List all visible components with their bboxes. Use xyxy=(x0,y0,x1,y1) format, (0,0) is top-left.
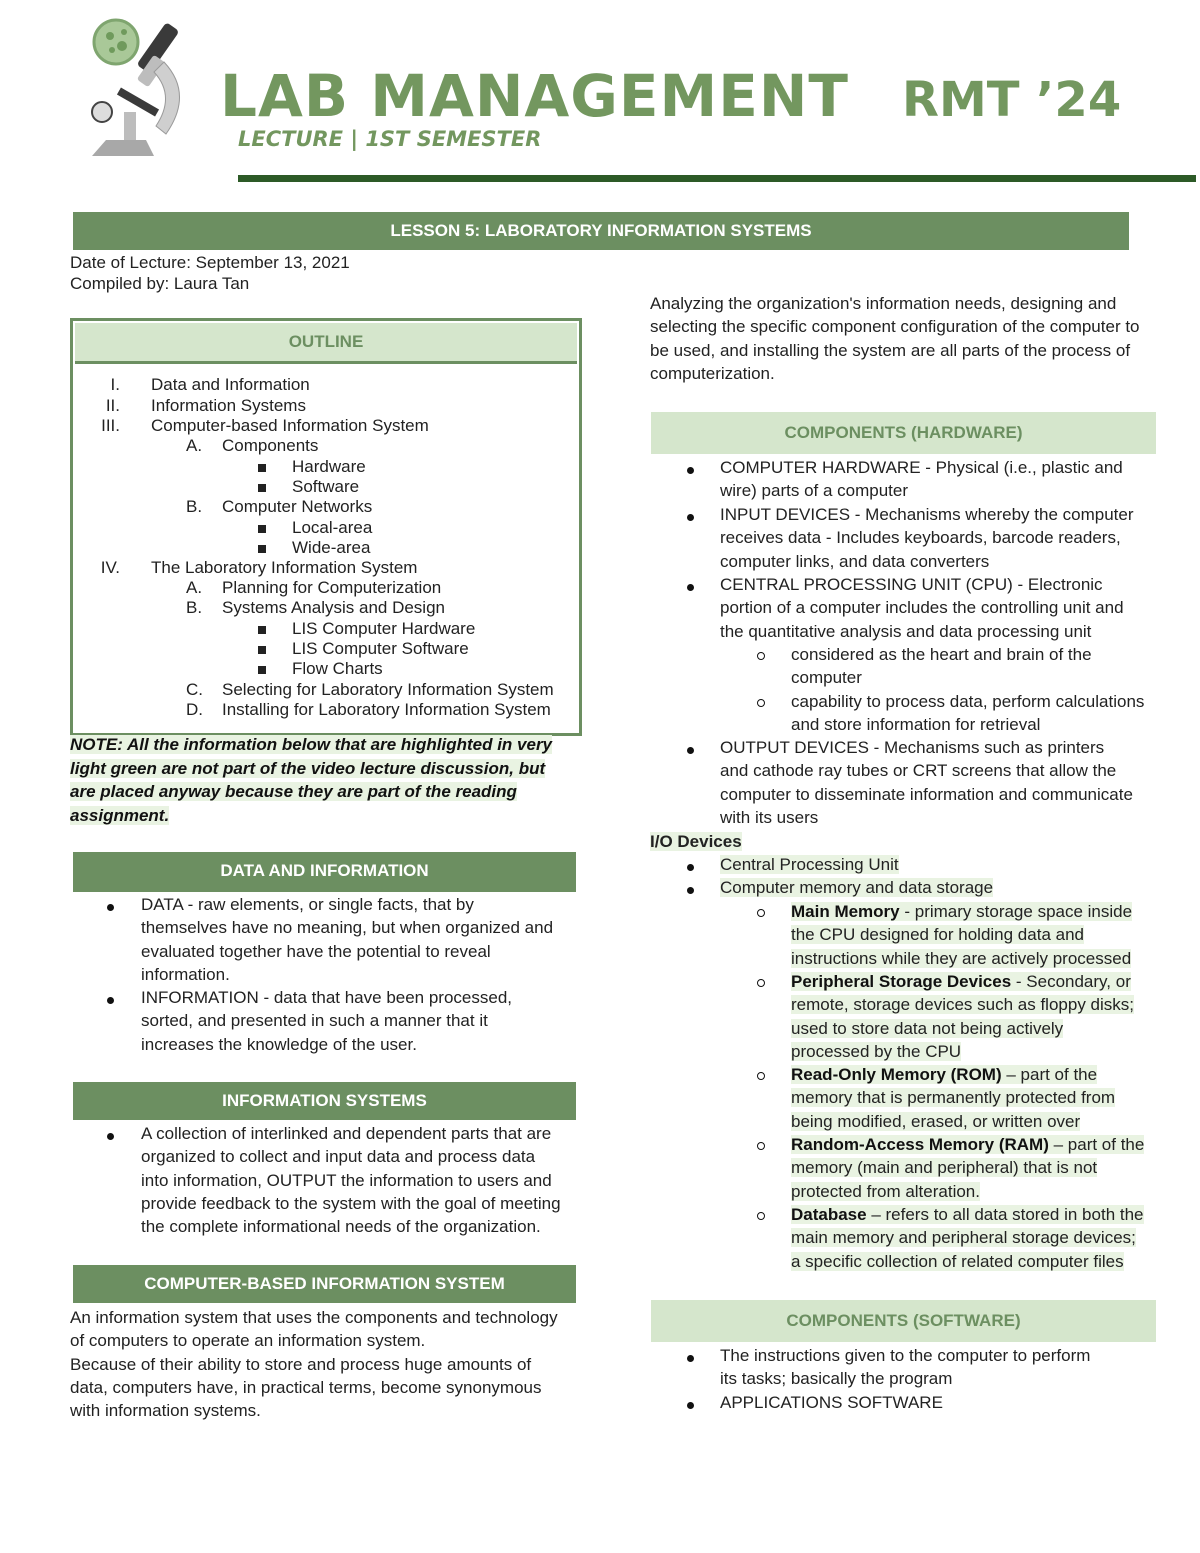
sub-bullet xyxy=(757,652,765,660)
outline-item: Planning for Computerization xyxy=(222,578,442,597)
note-line: are placed anyway because they are part of the reading xyxy=(70,782,517,801)
square-bullet xyxy=(258,646,266,654)
sub-bullet xyxy=(757,979,765,987)
bullet xyxy=(687,514,694,521)
cbis-text: An information system that uses the components and technology of computers to operate an information system. Because of their ability to store and process huge amounts of data, computers have, in practical terms, become synonymous with information systems. xyxy=(70,1308,558,1421)
outline-letter: A. xyxy=(186,578,203,597)
outline-item: Hardware xyxy=(292,457,366,476)
compiled-by: Compiled by: Laura Tan xyxy=(70,274,250,293)
outline-item: LIS Computer Hardware xyxy=(292,619,476,638)
document-title: LAB MANAGEMENT xyxy=(220,62,849,130)
outline-item: LIS Computer Software xyxy=(292,639,469,658)
outline-item: Flow Charts xyxy=(292,659,383,678)
computerization-intro: Analyzing the organization's information needs, designing and selecting the specific component configuration of the computer to be used, and installing the system are all parts of the process of computerization. xyxy=(650,294,1140,383)
output-devices-item: OUTPUT DEVICES - Mechanisms such as printers and cathode ray tubes or CRT screens that allow the computer to disseminate information and communicate with its users xyxy=(720,738,1133,827)
outline-item: Systems Analysis and Design xyxy=(222,598,445,617)
batch-label: RMT ’24 xyxy=(902,72,1122,128)
outline-item: Components xyxy=(222,436,319,455)
outline-item: Selecting for Laboratory Information System xyxy=(222,680,554,699)
square-bullet xyxy=(258,666,266,674)
io-item: Computer memory and data storage xyxy=(720,878,994,897)
bullet xyxy=(107,904,114,911)
bullet xyxy=(687,747,694,754)
hardware-heading: COMPONENTS (HARDWARE) xyxy=(651,412,1156,454)
document-subtitle: LECTURE | 1ST SEMESTER xyxy=(238,127,542,151)
software-item: APPLICATIONS SOFTWARE xyxy=(720,1393,943,1412)
lesson-banner: LESSON 5: LABORATORY INFORMATION SYSTEMS xyxy=(73,212,1129,250)
outline-item: Installing for Laboratory Information System xyxy=(222,700,551,719)
sub-bullet xyxy=(757,1142,765,1150)
bullet xyxy=(107,1133,114,1140)
io-item: Central Processing Unit xyxy=(720,855,899,874)
main-memory-item: Main Memory - primary storage space inside the CPU designed for holding data and instructions while they are actively processed xyxy=(791,902,1133,968)
outline-item: Wide-area xyxy=(292,538,371,557)
software-item: The instructions given to the computer to perform its tasks; basically the program xyxy=(720,1346,1091,1389)
cpu-subitem: capability to process data, perform calculations and store information for retrieval xyxy=(791,692,1145,735)
outline-letter: C. xyxy=(186,680,203,699)
computer-hardware-item: COMPUTER HARDWARE - Physical (i.e., plastic and wire) parts of a computer xyxy=(720,458,1123,501)
cbis-heading: COMPUTER-BASED INFORMATION SYSTEM xyxy=(73,1265,576,1303)
software-heading: COMPONENTS (SOFTWARE) xyxy=(651,1300,1156,1342)
square-bullet xyxy=(258,626,266,634)
bullet xyxy=(687,887,694,894)
section-divider xyxy=(73,890,576,892)
outline-numeral: IV. xyxy=(100,558,120,577)
information-definition: INFORMATION - data that have been processed, sorted, and presented in such a manner that it increases the knowledge of the user. xyxy=(141,988,513,1054)
data-definition: DATA - raw elements, or single facts, that by themselves have no meaning, but when organized and evaluated together have the potential to reveal information. xyxy=(141,895,554,984)
outline-item: Computer Networks xyxy=(222,497,373,516)
data-information-heading: DATA AND INFORMATION xyxy=(73,852,576,890)
note-line: assignment. xyxy=(70,805,170,825)
io-devices-heading: I/O Devices xyxy=(650,832,742,851)
sub-bullet xyxy=(757,699,765,707)
bullet xyxy=(687,584,694,591)
outline-item: Data and Information xyxy=(151,375,310,394)
sub-bullet xyxy=(757,909,765,917)
note-line: NOTE: All the information below that are highlighted in very xyxy=(70,735,553,754)
sub-bullet xyxy=(757,1072,765,1080)
outline-letter: A. xyxy=(186,436,203,455)
information-systems-heading: INFORMATION SYSTEMS xyxy=(73,1082,576,1120)
note-line: light green are not part of the video lecture discussion, but xyxy=(70,758,546,778)
bullet xyxy=(687,864,694,871)
outline-item: Software xyxy=(292,477,360,496)
square-bullet xyxy=(258,464,266,472)
outline-numeral: I. xyxy=(110,375,120,394)
ram-item: Random-Access Memory (RAM) – part of the memory (main and peripheral) that is not protected from alteration. xyxy=(791,1135,1145,1201)
highlight-note xyxy=(70,733,580,827)
cpu-subitem: considered as the heart and brain of the computer xyxy=(791,645,1092,688)
square-bullet xyxy=(258,545,266,553)
rom-item: Read-Only Memory (ROM) – part of the memory that is permanently protected from being modified, erased, or written over xyxy=(791,1065,1116,1131)
outline-numeral: III. xyxy=(101,416,120,435)
cpu-item: CENTRAL PROCESSING UNIT (CPU) - Electronic portion of a computer includes the controlling unit and the quantitative analysis and data processing unit xyxy=(720,575,1124,641)
outline-letter: B. xyxy=(186,598,203,617)
sub-bullet xyxy=(757,1212,765,1220)
input-devices-item: INPUT DEVICES - Mechanisms whereby the computer receives data - Includes keyboards, barcode readers, computer links, and data converters xyxy=(720,505,1134,571)
outline-item: The Laboratory Information System xyxy=(151,558,418,577)
lecture-date: Date of Lecture: September 13, 2021 xyxy=(70,253,350,272)
outline-letter: B. xyxy=(186,497,203,516)
bullet xyxy=(687,1402,694,1409)
square-bullet xyxy=(258,484,266,492)
bullet xyxy=(107,997,114,1004)
outline-item: Computer-based Information System xyxy=(151,416,429,435)
microscope-logo xyxy=(82,16,200,162)
bullet xyxy=(687,467,694,474)
outline-item: Information Systems xyxy=(151,396,306,415)
outline-letter: D. xyxy=(186,700,203,719)
square-bullet xyxy=(258,525,266,533)
information-systems-definition: A collection of interlinked and dependent parts that are organized to collect and input data and process data into information, OUTPUT the information to users and provide feedback to the system with the goal of meeting the complete informational needs of the organization. xyxy=(141,1124,561,1237)
bullet xyxy=(687,1355,694,1362)
outline-numeral: II. xyxy=(105,396,120,415)
database-item: Database – refers to all data stored in both the main memory and peripheral storage devices; a specific collection of related computer files xyxy=(791,1205,1144,1271)
outline-heading: OUTLINE xyxy=(75,323,577,364)
header-divider xyxy=(238,175,1196,182)
peripheral-storage-item: Peripheral Storage Devices - Secondary, or remote, storage devices such as floppy disks; used to store data not being actively processed by the CPU xyxy=(791,972,1134,1061)
outline-item: Local-area xyxy=(292,518,373,537)
